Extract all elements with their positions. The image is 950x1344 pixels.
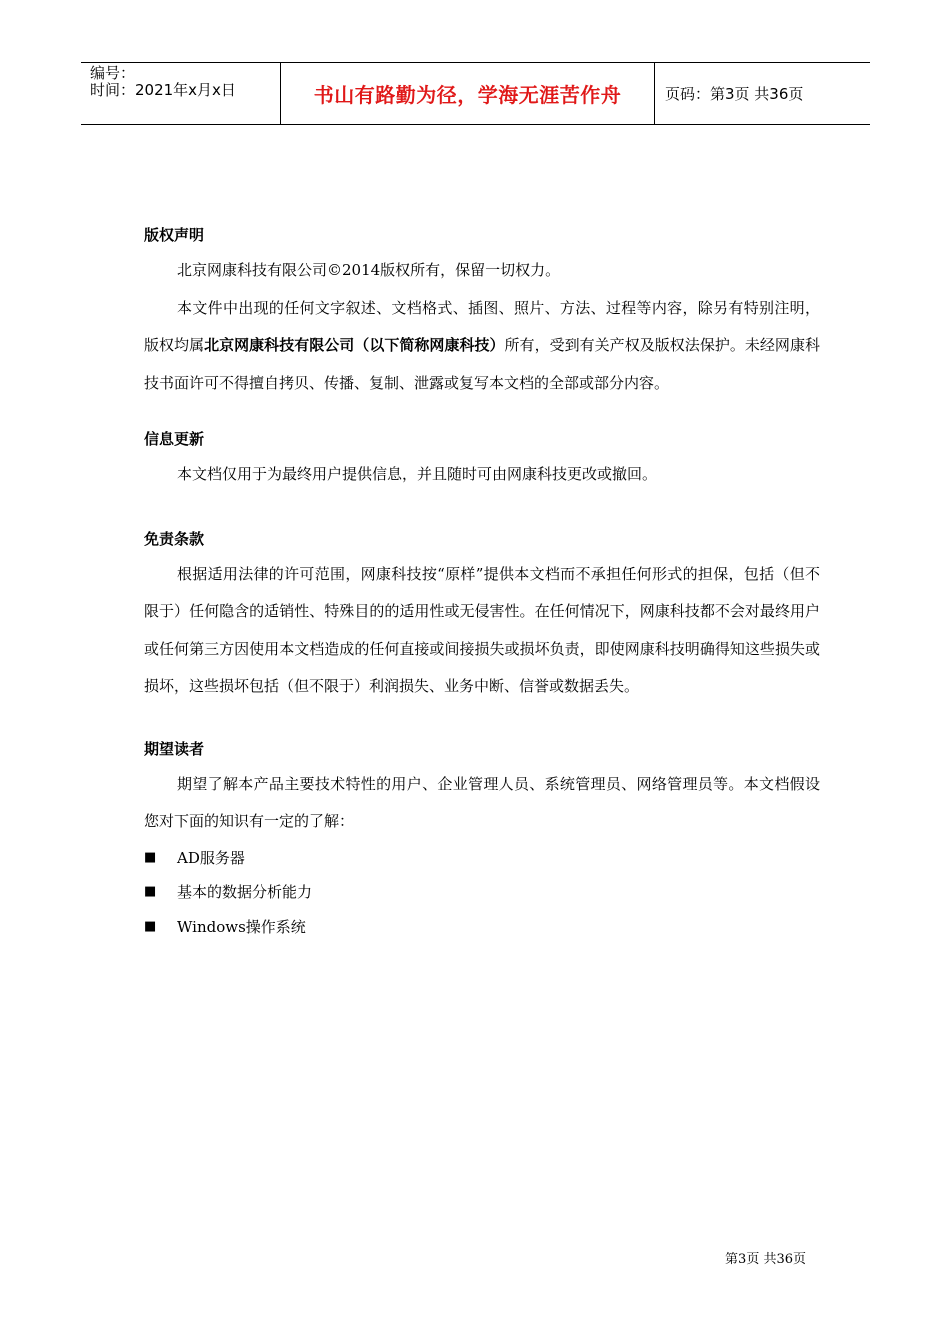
bullet-square-icon: ■	[144, 884, 157, 899]
document-body	[144, 218, 820, 944]
copyright-p2-post: 所有，受到有关产权及版权法保护。未经网康科技书面许可不得擅自拷贝、传播、复制、泄露或复写本文档的全部或部分内容。	[144, 336, 820, 392]
section-title-update: 信息更新	[144, 430, 205, 448]
list-item	[144, 841, 820, 876]
section-title-readers: 期望读者	[144, 739, 205, 758]
copyright-paragraph-1: 北京网康科技有限公司©2014版权所有，保留一切权力。	[177, 261, 561, 279]
copyright-p2-company: 北京网康科技有限公司（以下简称网康科技）	[204, 336, 505, 354]
list-item	[144, 875, 820, 910]
header-meta	[81, 63, 281, 124]
bullet-square-icon: ■	[144, 918, 157, 934]
section-title-copyright: 版权声明	[144, 226, 205, 244]
list-item-text: AD服务器	[177, 848, 245, 867]
copyright-p2-pre: 本文件中出现的任何文字叙述、文档格式、插图、照片、方法、过程等内容，除另有特别注明，版权均属	[144, 298, 820, 354]
page-footer: 第3页 共36页	[725, 1252, 806, 1267]
list-item	[144, 910, 820, 945]
section-title-disclaimer: 免责条款	[144, 529, 205, 548]
header-motto: 书山有路勤为径，学海无涯苦作舟	[281, 63, 655, 124]
page-header	[81, 62, 870, 125]
document-date-label: 时间：2021年x月x日	[90, 81, 236, 99]
list-item-text: 基本的数据分析能力	[177, 883, 313, 901]
update-paragraph: 本文档仅用于为最终用户提供信息，并且随时可由网康科技更改或撤回。	[177, 465, 658, 483]
bullet-square-icon: ■	[144, 849, 157, 865]
disclaimer-paragraph: 根据适用法律的许可范围，网康科技按“原样”提供本文档而不承担任何形式的担保，包括（但不限于）任何隐含的适销性、特殊目的的适用性或无侵害性。在任何情况下，网康科技都不会对最终用户或任何第三方因使用本文档造成的任何直接或间接损失或损坏负责，即使网康科技明确得知这些损失或损坏，这些损坏包括（但不限于）利润损失、业务中断、信誉或数据丢失。	[144, 564, 820, 695]
copyright-paragraph-2	[144, 290, 820, 403]
header-page-info: 页码：第3页 共36页	[665, 85, 804, 103]
readers-paragraph: 期望了解本产品主要技术特性的用户、企业管理人员、系统管理员、网络管理员等。本文档假设您对下面的知识有一定的了解：	[144, 774, 820, 830]
document-number-label: 编号：	[90, 64, 136, 82]
list-item-text: Windows操作系统	[177, 917, 306, 936]
